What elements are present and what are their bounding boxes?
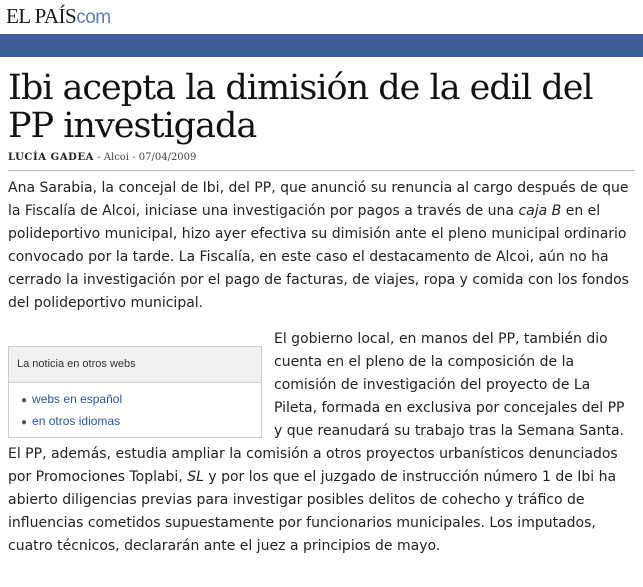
p1-text-b: en el polideportivo municipal, hizo ayer efectiva su dimisión ante el pleno municipal ordinario convocado por la tarde. La Fiscalía, en este caso el destacamento de Alcoi, aún no ha cerrado la investigación por el pago de facturas, de viajes, ropa y comida con los fondos del polideportivo municipal. bbox=[8, 203, 629, 311]
link-webs-espanol[interactable]: webs en español bbox=[32, 392, 123, 406]
article-byline bbox=[8, 152, 635, 163]
p2-emphasis: SL bbox=[187, 469, 204, 485]
article-headline: Ibi acepta la dimisión de la edil del PP investigada bbox=[8, 68, 593, 146]
bullet-icon: ● bbox=[21, 417, 28, 428]
p1-emphasis: caja B bbox=[518, 203, 562, 219]
author-name: LUCÍA GADEA bbox=[8, 152, 95, 163]
related-link-item[interactable] bbox=[21, 411, 253, 433]
site-logo[interactable] bbox=[6, 4, 111, 29]
related-links-title: La noticia en otros webs bbox=[9, 347, 261, 383]
bullet-icon: ● bbox=[21, 395, 28, 406]
navigation-bar bbox=[0, 34, 643, 57]
logo-main: EL PAÍS bbox=[6, 4, 77, 28]
location-date: - Alcoi - 07/04/2009 bbox=[94, 152, 197, 163]
p2-text-b: y por los que el juzgado de instrucción número 1 de Ibi ha abierto diligencias previas para investigar posibles delitos de cohecho y tráfico de influencias cometidos supuestamente por funcionarios municipales. Los imputados, cuatro técnicos, declararán ante el juez a principios de mayo. bbox=[8, 469, 617, 554]
related-link-item[interactable] bbox=[21, 389, 253, 411]
related-links-box bbox=[8, 346, 262, 438]
masthead bbox=[0, 0, 643, 34]
related-links-list bbox=[9, 383, 261, 437]
link-otros-idiomas[interactable]: en otros idiomas bbox=[32, 414, 121, 428]
byline-divider bbox=[8, 170, 635, 171]
logo-suffix: com bbox=[76, 7, 111, 28]
p1-text-a: Ana Sarabia, la concejal de Ibi, del PP, que anunció su renuncia al cargo después de que la Fiscalía de Alcoi, iniciase una investigación por pagos a través de una bbox=[8, 180, 629, 219]
article-body bbox=[8, 177, 635, 558]
p2-text-a: El gobierno local, en manos del PP, también dio cuenta en el pleno de la composición de la comisión de investigación del proyecto de La Pileta, formada en exclusiva por concejales del PP y que reanudará su trabajo tras la Semana Santa. El PP, además, estudia ampliar la comisión a otros proyectos urbanísticos denunciados por Promociones Toplabi, bbox=[8, 331, 625, 485]
paragraph-1 bbox=[8, 177, 635, 315]
